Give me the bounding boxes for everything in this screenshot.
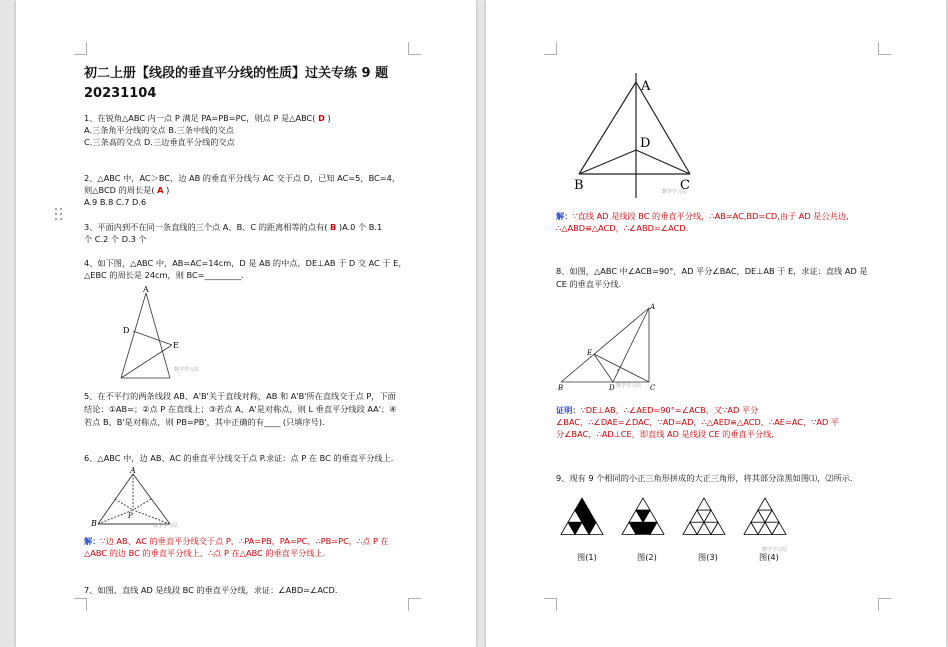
label-p: P	[128, 512, 133, 520]
crop-mark	[74, 42, 87, 55]
question-5: 5、在不平行的两条线段 AB、A'B'关于直线对称，AB 和 A'B'所在直线交于点 P，下面	[84, 391, 396, 401]
label-c: C	[680, 178, 690, 193]
segment-ac	[146, 293, 170, 378]
figure-q6-triangle	[88, 466, 198, 530]
question-7-solution-line-2: ∴△ABD≌△ACD，∴∠ABD=∠ACD.	[556, 223, 689, 233]
label-a: A	[130, 466, 136, 475]
question-7-solution	[556, 210, 849, 223]
watermark: 数学学习站	[153, 523, 179, 529]
segment-de	[594, 354, 613, 382]
proof-text: ∵DE⊥AB，∴∠AED=90°=∠ACB，又∵AD 平分	[580, 405, 759, 415]
crop-mark	[408, 598, 421, 611]
question-4-line-2: △EBC 的周长是 24cm，则 BC=_________.	[84, 270, 244, 280]
question-text: )	[166, 185, 170, 195]
bisector-ac	[133, 499, 151, 510]
question-7: 7、如图，直线 AD 是线段 BC 的垂直平分线，求证：∠ABD=∠ACD.	[84, 585, 338, 595]
document-title: 初二上册【线段的垂直平分线的性质】过关专练 9 题	[84, 66, 389, 81]
document-page-1	[16, 0, 476, 647]
figure-caption-2: 图(2)	[637, 552, 657, 562]
question-1-options-a-b: A.三条角平分线的交点 B.三条中线的交点	[84, 125, 234, 135]
label-c: C	[650, 384, 656, 392]
solution-text: ∵直线 AD 是线段 BC 的垂直平分线，∴AB=AC,BD=CD,由于 AD 是公共边,	[572, 211, 849, 221]
question-8-proof	[556, 404, 758, 417]
tiled-triangle-figure	[622, 498, 664, 534]
segment-ab	[579, 82, 636, 174]
question-4: 4、如下图，△ABC 中，AB=AC=14cm，D 是 AB 的中点，DE⊥AB 于 D 交 AC 于 E，	[84, 258, 407, 268]
label-b: B	[574, 178, 584, 193]
answer: B	[330, 222, 337, 232]
crop-mark	[74, 598, 87, 611]
question-8: 8、如图，△ABC 中∠ACB=90°，AD 平分∠BAC，DE⊥AB 于 E，求证：直线 AD 是	[556, 266, 868, 276]
question-2: 2、△ABC 中，AC＞BC，边 AB 的垂直平分线与 AC 交于点 D，已知 AC=5，BC=4，	[84, 173, 401, 183]
crop-mark	[408, 42, 421, 55]
question-6: 6、△ABC 中，边 AB、AC 的垂直平分线交于点 P.求证：点 P 在 BC 的垂直平分线上.	[84, 453, 394, 463]
figure-q7-triangle	[566, 68, 706, 200]
segment-cd	[636, 150, 690, 174]
bisector-ab	[115, 499, 133, 510]
question-2-options: A.9 B.8 C.7 D.6	[84, 197, 147, 207]
tiled-triangle-figure	[561, 498, 603, 534]
question-5-line-3: 若点 B、B'是对称点，则 PB=PB'，其中正确的有____ (只填序号).	[84, 417, 325, 427]
question-8-proof-line-2: ∠BAC，∴∠DAE=∠DAC，∵AD=AD，∴△AED≌△ACD，∴AE=AC，∵AD 平	[556, 417, 840, 427]
question-2-line-2	[84, 184, 169, 197]
segment-ab	[121, 293, 146, 378]
watermark: 数学学习站	[174, 367, 200, 373]
document-date: 20231104	[84, 86, 157, 101]
document-page-2	[486, 0, 946, 647]
label-b: B	[91, 519, 97, 528]
watermark: 数学学习站	[762, 547, 788, 553]
segment-bd	[579, 150, 636, 174]
question-6-solution	[84, 535, 389, 548]
watermark: 数学学习站	[662, 189, 688, 195]
question-text: 1、在锐角△ABC 内一点 P 满足 PA=PB=PC，则点 P 是△ABC(	[84, 113, 316, 123]
unshaded-triangle	[636, 498, 650, 510]
question-text: 则△BCD 的周长是(	[84, 185, 155, 195]
figure-caption-3: 图(3)	[698, 552, 718, 562]
question-9: 9、现有 9 个相同的小正三角形拼成的大正三角形，将其部分涂黑如图⑴，⑵所示.	[556, 473, 853, 483]
label-d: D	[640, 136, 651, 151]
crop-mark	[544, 42, 557, 55]
crop-mark	[878, 42, 891, 55]
answer: A	[157, 185, 164, 195]
question-1	[84, 112, 331, 125]
proof-label: 证明：	[556, 405, 581, 415]
segment-ac	[636, 82, 690, 174]
segment-ac	[133, 474, 170, 524]
question-text: )	[327, 113, 331, 123]
solution-label: 解：	[556, 211, 573, 221]
answer: D	[318, 113, 325, 123]
unshaded-triangle	[758, 498, 772, 510]
figure-q8-triangle	[556, 298, 666, 396]
label-e: E	[587, 349, 593, 357]
crop-mark	[878, 598, 891, 611]
segment-ce	[594, 354, 649, 382]
label-a: A	[650, 303, 656, 311]
label-e: E	[173, 341, 179, 350]
question-3	[84, 221, 382, 234]
tiled-triangle-figure	[744, 498, 786, 534]
question-8-proof-line-3: 分∠BAC，∴AD⊥CE，即直线 AD 是线段 CE 的垂直平分线.	[556, 429, 774, 439]
question-8-line-2: CE 的垂直平分线.	[556, 279, 622, 289]
label-d: D	[123, 326, 130, 335]
label-a: A	[641, 79, 651, 94]
solution-label: 解：	[84, 536, 101, 546]
figure-q4-triangle	[116, 283, 226, 383]
label-d: D	[609, 384, 615, 392]
shaded-triangle	[575, 498, 589, 510]
question-3-line-2: 个 C.2 个 D.3 个	[84, 234, 147, 244]
question-text: )A.0 个 B.1	[338, 222, 383, 232]
segment-de	[133, 331, 172, 345]
segment-be	[121, 345, 172, 378]
segment-ad	[613, 308, 649, 382]
figure-caption-1: 图(1)	[577, 552, 597, 562]
question-6-solution-line-2: △ABC 的边 BC 的垂直平分线上，∴点 P 在△ABC 的垂直平分线上.	[84, 548, 326, 558]
question-1-options-c-d: C.三条高的交点 D.三边垂直平分线的交点	[84, 137, 235, 147]
tiled-triangle-figure	[683, 498, 725, 534]
drag-handle-icon[interactable]	[55, 208, 65, 222]
figure-q9-triangles	[556, 494, 816, 544]
label-b: B	[558, 384, 564, 392]
crop-mark	[544, 598, 557, 611]
label-a: A	[143, 285, 149, 294]
figure-caption-4: 图(4)	[759, 552, 779, 562]
solution-text: ∵边 AB、AC 的垂直平分线交于点 P，∴PA=PB，PA=PC，∴PB=PC，∴点 P 在	[100, 536, 389, 546]
watermark: 数学学习站	[616, 383, 642, 389]
question-text: 3、平面内到不在同一条直线的三个点 A、B、C 的距离相等的点有(	[84, 222, 328, 232]
question-5-line-2: 结论：①AB=；②点 P 在直线上；③若点 A、A'是对称点，则 L 垂直平分线段 AA'；④	[84, 404, 397, 414]
unshaded-triangle	[697, 498, 711, 510]
